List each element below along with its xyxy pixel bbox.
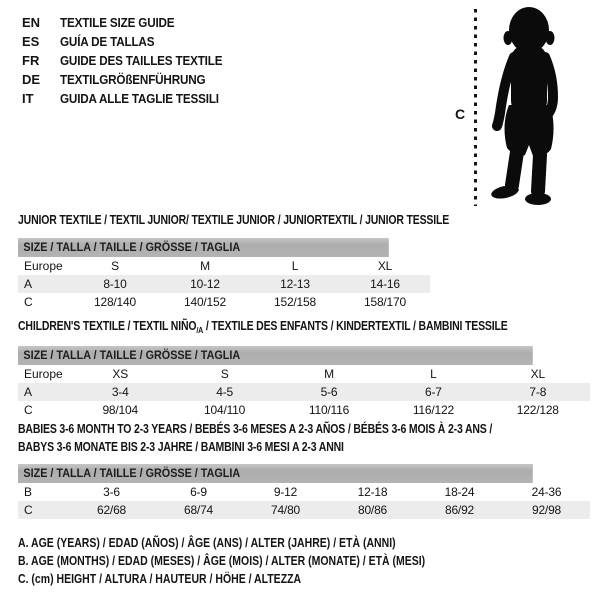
height-cell: 104/110 [204, 403, 246, 417]
age-cell: 9-12 [273, 485, 298, 499]
row-label: C [24, 295, 33, 309]
row-label: Europe [24, 259, 63, 273]
row-label: Europe [24, 367, 63, 381]
language-code: IT [22, 91, 34, 106]
size-cell: M [324, 367, 334, 381]
size-cell: XS [112, 367, 128, 381]
language-code: EN [22, 15, 41, 30]
junior-size-table [18, 238, 430, 311]
age-cell: 12-13 [280, 277, 310, 291]
language-code: ES [22, 34, 40, 49]
age-cell: 12-18 [357, 485, 388, 499]
section-title-junior: JUNIOR TEXTILE / TEXTIL JUNIOR/ TEXTILE JUNIOR / JUNIORTEXTIL / JUNIOR TESSILE [18, 213, 450, 227]
table-row-europe [18, 257, 430, 275]
height-cell: 98/104 [102, 403, 138, 417]
height-cell: 140/152 [184, 295, 226, 309]
height-cell: 74/80 [270, 503, 301, 517]
height-cell: 92/98 [531, 503, 562, 517]
section-title-babies-line2: BABYS 3-6 MONATE BIS 2-3 JAHRE / BAMBINI 3-6 MESI A 2-3 ANNI [18, 440, 344, 454]
language-title-list [22, 13, 240, 108]
age-cell: 6-7 [425, 385, 442, 399]
size-header-bar: SIZE / TALLA / TAILLE / GRÖSSE / TAGLIA [18, 464, 533, 483]
table-row-age [18, 275, 430, 293]
height-cell: 158/170 [364, 295, 406, 309]
age-cell: 10-12 [190, 277, 220, 291]
table-row-height [18, 401, 590, 419]
footnote-age-months: B. AGE (MONTHS) / EDAD (MESES) / ÂGE (MOIS) / ALTER (MONATE) / ETÀ (MESI) [18, 554, 426, 568]
age-cell: 3-6 [103, 485, 120, 499]
age-cell: 8-10 [103, 277, 127, 291]
table-row-age [18, 383, 590, 401]
section-title-children [18, 319, 508, 335]
table-row-height [18, 293, 430, 311]
row-label: A [24, 277, 33, 291]
row-label: C [24, 403, 33, 417]
table-row-europe [18, 365, 590, 383]
height-cell: 86/92 [444, 503, 475, 517]
height-cell: 110/116 [308, 403, 350, 417]
title-part: CHILDREN'S TEXTILE / TEXTIL NIÑO [18, 319, 197, 333]
age-cell: 7-8 [529, 385, 547, 399]
height-measure-dotted-line [474, 9, 477, 206]
footnote-height: C. (cm) HEIGHT / ALTURA / HAUTEUR / HÖHE / ALTEZZA [18, 572, 302, 586]
height-cell: 62/68 [96, 503, 127, 517]
table-row-age-months [18, 483, 590, 501]
height-cell: 116/122 [412, 403, 454, 417]
language-code: FR [22, 53, 40, 68]
size-cell: XL [530, 367, 545, 381]
footnote-age-years: A. AGE (YEARS) / EDAD (AÑOS) / ÂGE (ANS) / ALTER (JAHRE) / ETÀ (ANNI) [18, 536, 396, 550]
language-title: GUIDA ALLE TAGLIE TESSILI [60, 91, 219, 106]
row-label: A [24, 385, 33, 399]
age-cell: 18-24 [444, 485, 475, 499]
size-cell: M [200, 259, 210, 273]
size-cell: XL [377, 259, 393, 273]
language-row [22, 13, 240, 32]
language-row [22, 51, 240, 70]
size-cell: S [220, 367, 229, 381]
age-cell: 4-5 [216, 385, 233, 399]
age-cell: 14-16 [370, 277, 400, 291]
title-part: / TEXTILE DES ENFANTS / KINDERTEXTIL / BAMBINI TESSILE [203, 319, 508, 333]
age-cell: 5-6 [320, 385, 338, 399]
title-subscript: /A [196, 325, 204, 335]
height-measure-label: C [455, 106, 466, 122]
language-title: GUIDE DES TAILLES TEXTILE [60, 53, 223, 68]
table-row-height [18, 501, 590, 519]
height-cell: 152/158 [274, 295, 316, 309]
size-cell: L [430, 367, 437, 381]
language-title: GUÍA DE TALLAS [60, 34, 155, 49]
language-row [22, 32, 240, 51]
age-cell: 3-4 [111, 385, 129, 399]
height-cell: 80/86 [357, 503, 388, 517]
row-label: C [24, 503, 33, 517]
height-cell: 128/140 [94, 295, 136, 309]
baby-silhouette-icon [483, 5, 579, 209]
row-label: B [24, 485, 33, 499]
section-title-babies-line1: BABIES 3-6 MONTH TO 2-3 YEARS / BEBÉS 3-6 MESES A 2-3 AÑOS / BÉBÉS 3-6 MOIS À 2-3 ANS / [18, 422, 493, 436]
language-title: TEXTILE SIZE GUIDE [60, 15, 175, 30]
language-row [22, 89, 240, 108]
size-cell: L [291, 259, 299, 273]
age-cell: 6-9 [190, 485, 207, 499]
children-size-table [18, 346, 590, 419]
age-cell: 24-36 [531, 485, 562, 499]
language-code: DE [22, 72, 41, 87]
height-cell: 68/74 [183, 503, 214, 517]
height-cell: 122/128 [516, 403, 559, 417]
language-title: TEXTILGRÖßENFÜHRUNG [60, 72, 206, 87]
babies-size-table [18, 464, 590, 519]
language-row [22, 70, 240, 89]
size-header-bar: SIZE / TALLA / TAILLE / GRÖSSE / TAGLIA [18, 346, 533, 365]
size-cell: S [111, 259, 119, 273]
size-header-bar: SIZE / TALLA / TAILLE / GRÖSSE / TAGLIA [18, 238, 389, 257]
